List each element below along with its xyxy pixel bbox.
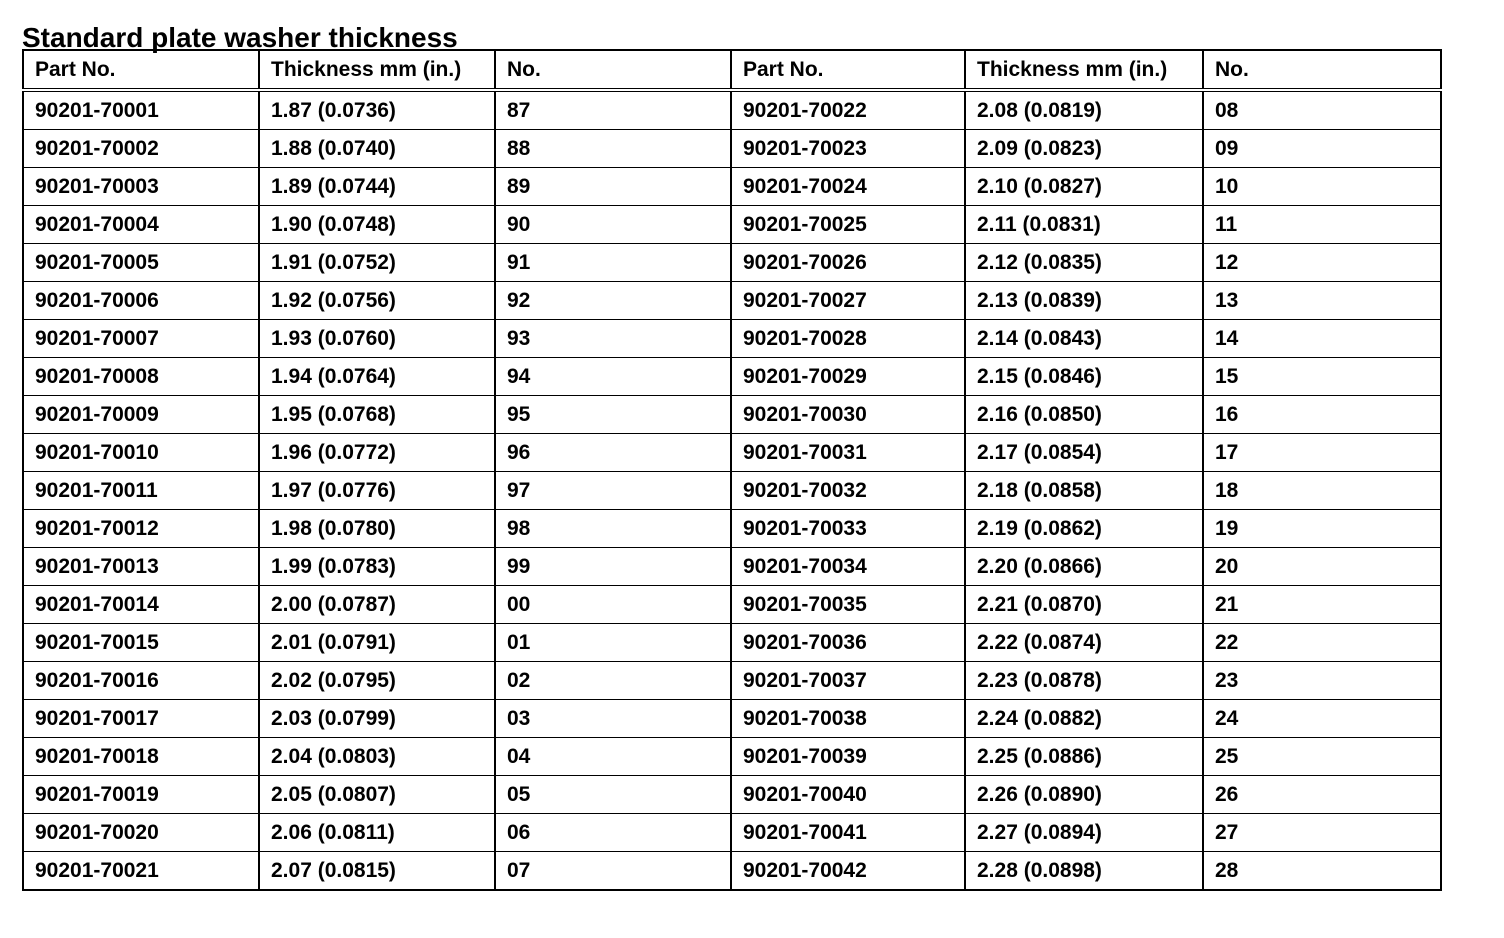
thickness-left-cell: 1.92 (0.0756) [259,282,495,320]
part-no-left-cell: 90201-70002 [23,130,259,168]
thickness-left-cell: 1.93 (0.0760) [259,320,495,358]
table-row [23,472,1441,510]
no-right-cell: 19 [1203,510,1441,548]
part-no-left-cell: 90201-70020 [23,814,259,852]
thickness-left-cell: 1.90 (0.0748) [259,206,495,244]
thickness-left-cell: 2.07 (0.0815) [259,852,495,891]
thickness-left-cell: 2.00 (0.0787) [259,586,495,624]
thickness-left-cell: 2.02 (0.0795) [259,662,495,700]
thickness-left-cell: 1.87 (0.0736) [259,90,495,130]
table-row [23,320,1441,358]
no-left-cell: 89 [495,168,731,206]
header-thickness-right: Thickness mm (in.) [965,50,1203,90]
thickness-right-cell: 2.21 (0.0870) [965,586,1203,624]
part-no-left-cell: 90201-70012 [23,510,259,548]
part-no-left-cell: 90201-70017 [23,700,259,738]
part-no-left-cell: 90201-70009 [23,396,259,434]
part-no-right-cell: 90201-70029 [731,358,965,396]
thickness-right-cell: 2.28 (0.0898) [965,852,1203,891]
part-no-left-cell: 90201-70005 [23,244,259,282]
table-row [23,700,1441,738]
header-part-no-left: Part No. [23,50,259,90]
thickness-left-cell: 2.04 (0.0803) [259,738,495,776]
part-no-right-cell: 90201-70022 [731,90,965,130]
part-no-right-cell: 90201-70034 [731,548,965,586]
no-left-cell: 90 [495,206,731,244]
no-left-cell: 05 [495,776,731,814]
no-left-cell: 92 [495,282,731,320]
thickness-left-cell: 1.98 (0.0780) [259,510,495,548]
no-left-cell: 06 [495,814,731,852]
no-right-cell: 10 [1203,168,1441,206]
part-no-left-cell: 90201-70001 [23,90,259,130]
no-left-cell: 97 [495,472,731,510]
thickness-left-cell: 2.01 (0.0791) [259,624,495,662]
table-row [23,206,1441,244]
table-row [23,852,1441,891]
no-left-cell: 87 [495,90,731,130]
thickness-right-cell: 2.27 (0.0894) [965,814,1203,852]
no-left-cell: 98 [495,510,731,548]
no-left-cell: 96 [495,434,731,472]
no-right-cell: 13 [1203,282,1441,320]
thickness-left-cell: 1.91 (0.0752) [259,244,495,282]
header-row [23,50,1441,90]
thickness-right-cell: 2.26 (0.0890) [965,776,1203,814]
thickness-left-cell: 1.97 (0.0776) [259,472,495,510]
no-left-cell: 03 [495,700,731,738]
no-right-cell: 08 [1203,90,1441,130]
header-no-right: No. [1203,50,1441,90]
thickness-right-cell: 2.09 (0.0823) [965,130,1203,168]
part-no-right-cell: 90201-70039 [731,738,965,776]
thickness-right-cell: 2.19 (0.0862) [965,510,1203,548]
table-row [23,814,1441,852]
no-right-cell: 22 [1203,624,1441,662]
table-row [23,510,1441,548]
table-row [23,130,1441,168]
no-right-cell: 15 [1203,358,1441,396]
no-right-cell: 12 [1203,244,1441,282]
part-no-right-cell: 90201-70030 [731,396,965,434]
table-row [23,624,1441,662]
part-no-right-cell: 90201-70023 [731,130,965,168]
thickness-right-cell: 2.14 (0.0843) [965,320,1203,358]
table-row [23,90,1441,130]
thickness-left-cell: 2.05 (0.0807) [259,776,495,814]
part-no-left-cell: 90201-70006 [23,282,259,320]
table-row [23,586,1441,624]
part-no-left-cell: 90201-70013 [23,548,259,586]
thickness-right-cell: 2.25 (0.0886) [965,738,1203,776]
part-no-right-cell: 90201-70028 [731,320,965,358]
no-left-cell: 91 [495,244,731,282]
part-no-right-cell: 90201-70025 [731,206,965,244]
thickness-left-cell: 1.99 (0.0783) [259,548,495,586]
header-thickness-left: Thickness mm (in.) [259,50,495,90]
table-row [23,244,1441,282]
thickness-right-cell: 2.22 (0.0874) [965,624,1203,662]
no-right-cell: 18 [1203,472,1441,510]
thickness-left-cell: 1.88 (0.0740) [259,130,495,168]
table-row [23,396,1441,434]
no-right-cell: 21 [1203,586,1441,624]
no-right-cell: 26 [1203,776,1441,814]
table-row [23,358,1441,396]
page-title: Standard plate washer thickness [22,21,458,53]
part-no-right-cell: 90201-70036 [731,624,965,662]
table-row [23,776,1441,814]
thickness-right-cell: 2.23 (0.0878) [965,662,1203,700]
part-no-left-cell: 90201-70008 [23,358,259,396]
part-no-left-cell: 90201-70014 [23,586,259,624]
no-right-cell: 20 [1203,548,1441,586]
no-left-cell: 07 [495,852,731,891]
table-row [23,282,1441,320]
no-right-cell: 11 [1203,206,1441,244]
part-no-right-cell: 90201-70040 [731,776,965,814]
part-no-left-cell: 90201-70015 [23,624,259,662]
no-right-cell: 16 [1203,396,1441,434]
no-left-cell: 02 [495,662,731,700]
part-no-right-cell: 90201-70035 [731,586,965,624]
part-no-right-cell: 90201-70026 [731,244,965,282]
washer-thickness-table [22,49,1442,891]
part-no-right-cell: 90201-70032 [731,472,965,510]
thickness-right-cell: 2.11 (0.0831) [965,206,1203,244]
header-no-left: No. [495,50,731,90]
no-right-cell: 25 [1203,738,1441,776]
no-left-cell: 01 [495,624,731,662]
thickness-left-cell: 2.03 (0.0799) [259,700,495,738]
thickness-right-cell: 2.12 (0.0835) [965,244,1203,282]
table-header [23,50,1441,90]
no-left-cell: 04 [495,738,731,776]
no-right-cell: 28 [1203,852,1441,891]
part-no-right-cell: 90201-70041 [731,814,965,852]
table-row [23,548,1441,586]
no-left-cell: 93 [495,320,731,358]
part-no-right-cell: 90201-70042 [731,852,965,891]
thickness-right-cell: 2.20 (0.0866) [965,548,1203,586]
thickness-right-cell: 2.17 (0.0854) [965,434,1203,472]
thickness-right-cell: 2.10 (0.0827) [965,168,1203,206]
part-no-left-cell: 90201-70007 [23,320,259,358]
part-no-left-cell: 90201-70003 [23,168,259,206]
table-row [23,434,1441,472]
no-left-cell: 99 [495,548,731,586]
thickness-left-cell: 1.96 (0.0772) [259,434,495,472]
thickness-right-cell: 2.13 (0.0839) [965,282,1203,320]
header-part-no-right: Part No. [731,50,965,90]
part-no-left-cell: 90201-70016 [23,662,259,700]
table-row [23,168,1441,206]
part-no-left-cell: 90201-70018 [23,738,259,776]
thickness-right-cell: 2.08 (0.0819) [965,90,1203,130]
thickness-right-cell: 2.15 (0.0846) [965,358,1203,396]
no-right-cell: 23 [1203,662,1441,700]
part-no-left-cell: 90201-70019 [23,776,259,814]
part-no-right-cell: 90201-70038 [731,700,965,738]
no-right-cell: 24 [1203,700,1441,738]
part-no-right-cell: 90201-70033 [731,510,965,548]
no-right-cell: 27 [1203,814,1441,852]
thickness-left-cell: 1.94 (0.0764) [259,358,495,396]
part-no-left-cell: 90201-70004 [23,206,259,244]
no-left-cell: 94 [495,358,731,396]
table-row [23,738,1441,776]
thickness-left-cell: 1.89 (0.0744) [259,168,495,206]
part-no-right-cell: 90201-70024 [731,168,965,206]
thickness-right-cell: 2.24 (0.0882) [965,700,1203,738]
thickness-left-cell: 1.95 (0.0768) [259,396,495,434]
thickness-left-cell: 2.06 (0.0811) [259,814,495,852]
thickness-right-cell: 2.16 (0.0850) [965,396,1203,434]
no-left-cell: 88 [495,130,731,168]
table-body [23,90,1441,890]
thickness-right-cell: 2.18 (0.0858) [965,472,1203,510]
no-right-cell: 17 [1203,434,1441,472]
part-no-right-cell: 90201-70037 [731,662,965,700]
no-right-cell: 14 [1203,320,1441,358]
no-right-cell: 09 [1203,130,1441,168]
part-no-left-cell: 90201-70021 [23,852,259,891]
part-no-right-cell: 90201-70027 [731,282,965,320]
part-no-left-cell: 90201-70011 [23,472,259,510]
table-row [23,662,1441,700]
no-left-cell: 00 [495,586,731,624]
no-left-cell: 95 [495,396,731,434]
part-no-left-cell: 90201-70010 [23,434,259,472]
part-no-right-cell: 90201-70031 [731,434,965,472]
